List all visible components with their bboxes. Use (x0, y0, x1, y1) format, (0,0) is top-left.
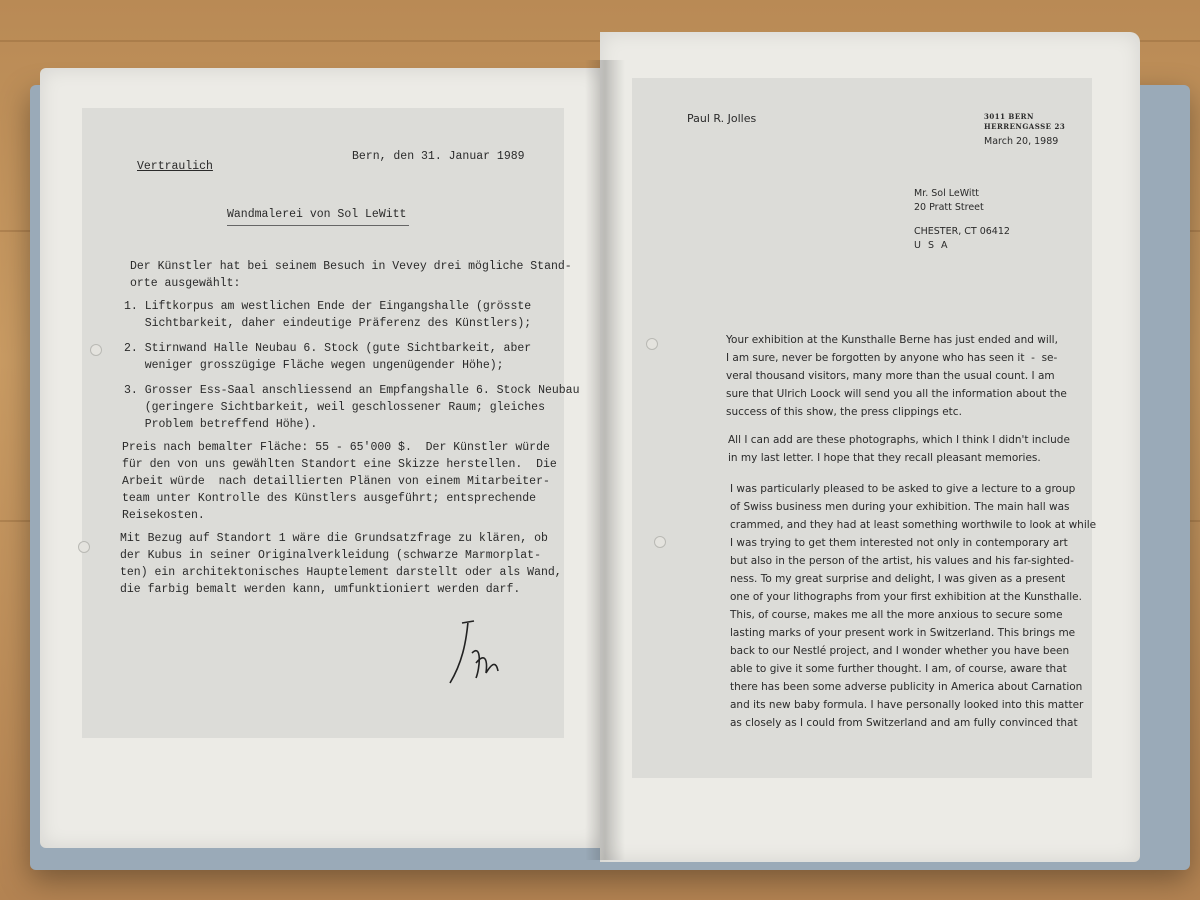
right-letter-sheet (632, 78, 1097, 778)
left-letter-sheet (82, 108, 580, 738)
letter-date: March 20, 1989 (984, 136, 1059, 147)
confidential-label: Vertraulich (137, 160, 213, 173)
para1-line: Your exhibition at the Kunsthalle Berne has just ended and will, (726, 334, 1058, 346)
letter-date: Bern, den 31. Januar 1989 (352, 150, 525, 163)
para1-line: veral thousand visitors, many more than the usual count. I am (726, 370, 1055, 382)
list-item-2: 2. Stirnwand Halle Neubau 6. Stock (gute Sichtbarkeit, aber (124, 342, 532, 355)
para3-line: This, of course, makes me all the more anxious to secure some (730, 609, 1063, 621)
para3-line: back to our Nestlé project, and I wonder whether you have been (730, 645, 1070, 657)
para3-line: I was particularly pleased to be asked to give a lecture to a group (730, 483, 1076, 495)
para3-line: ness. To my great surprise and delight, I was given as a present (730, 573, 1066, 585)
letter-title: Wandmalerei von Sol LeWitt (227, 208, 407, 221)
recipient-line: Mr. Sol LeWitt (914, 188, 980, 199)
para3-line: able to give it some further thought. I am, of course, aware that (730, 663, 1067, 675)
recipient-line: 20 Pratt Street (914, 202, 984, 213)
closing-line: ten) ein architektonisches Hauptelement darstellt oder als Wand, (120, 566, 562, 579)
handwritten-signature (442, 613, 512, 693)
letterhead-address: HERRENGASSE 23 (984, 122, 1066, 131)
para1-line: I am sure, never be forgotten by anyone who has seen it - se- (726, 352, 1058, 364)
closing-line: Mit Bezug auf Standort 1 wäre die Grundsatzfrage zu klären, ob (120, 532, 548, 545)
para3-line: but also in the person of the artist, his values and his far-sighted- (730, 555, 1074, 567)
intro-line: orte ausgewählt: (130, 277, 241, 290)
price-line: Reisekosten. (122, 509, 205, 522)
intro-line: Der Künstler hat bei seinem Besuch in Vevey drei mögliche Stand- (130, 260, 572, 273)
closing-line: die farbig bemalt werden kann, umfunktioniert werden darf. (120, 583, 521, 596)
binder-hole (78, 541, 90, 553)
recipient-line: U S A (914, 240, 950, 251)
para2-line: All I can add are these photographs, which I think I didn't include (728, 434, 1070, 446)
para3-line: there has been some adverse publicity in America about Carnation (730, 681, 1083, 693)
binder-hole (646, 338, 658, 350)
para3-line: lasting marks of your present work in Switzerland. This brings me (730, 627, 1076, 639)
para3-line: one of your lithographs from your first exhibition at the Kunsthalle. (730, 591, 1082, 603)
list-item-2: weniger grosszügige Fläche wegen ungenügender Höhe); (124, 359, 504, 372)
letterhead-address: 3011 BERN (984, 112, 1034, 121)
binder-hole (90, 344, 102, 356)
para3-line: and its new baby formula. I have personally looked into this matter (730, 699, 1084, 711)
para3-line: crammed, and they had at least something worthwile to look at while (730, 519, 1097, 531)
recipient-line: CHESTER, CT 06412 (914, 226, 1010, 237)
para1-line: sure that Ulrich Loock will send you all the information about the (726, 388, 1067, 400)
title-underline (227, 225, 409, 226)
list-item-1: 1. Liftkorpus am westlichen Ende der Eingangshalle (grösste (124, 300, 532, 313)
para3-line: I was trying to get them interested not only in contemporary art (730, 537, 1068, 549)
book-spine (585, 60, 625, 860)
price-line: für den von uns gewählten Standort eine Skizze herstellen. Die (122, 458, 557, 471)
sender-name: Paul R. Jolles (687, 112, 757, 125)
para2-line: in my last letter. I hope that they recall pleasant memories. (728, 452, 1041, 464)
list-item-3: (geringere Sichtbarkeit, weil geschlossener Raum; gleiches (124, 401, 545, 414)
binder-hole (654, 536, 666, 548)
para1-line: success of this show, the press clippings etc. (726, 406, 962, 418)
closing-line: der Kubus in seiner Originalverkleidung (schwarze Marmorplat- (120, 549, 541, 562)
para3-line: of Swiss business men during your exhibition. The main hall was (730, 501, 1070, 513)
para3-line: as closely as I could from Switzerland and am fully convinced that (730, 717, 1078, 729)
price-line: team unter Kontrolle des Künstlers ausgeführt; entsprechende (122, 492, 537, 505)
price-line: Preis nach bemalter Fläche: 55 - 65'000 $. Der Künstler würde (122, 441, 550, 454)
list-item-1: Sichtbarkeit, daher eindeutige Präferenz des Künstlers); (124, 317, 532, 330)
price-line: Arbeit würde nach detaillierten Plänen von einem Mitarbeiter- (122, 475, 550, 488)
list-item-3: Problem betreffend Höhe). (124, 418, 318, 431)
list-item-3: 3. Grosser Ess-Saal anschliessend an Empfangshalle 6. Stock Neubau (124, 384, 580, 397)
